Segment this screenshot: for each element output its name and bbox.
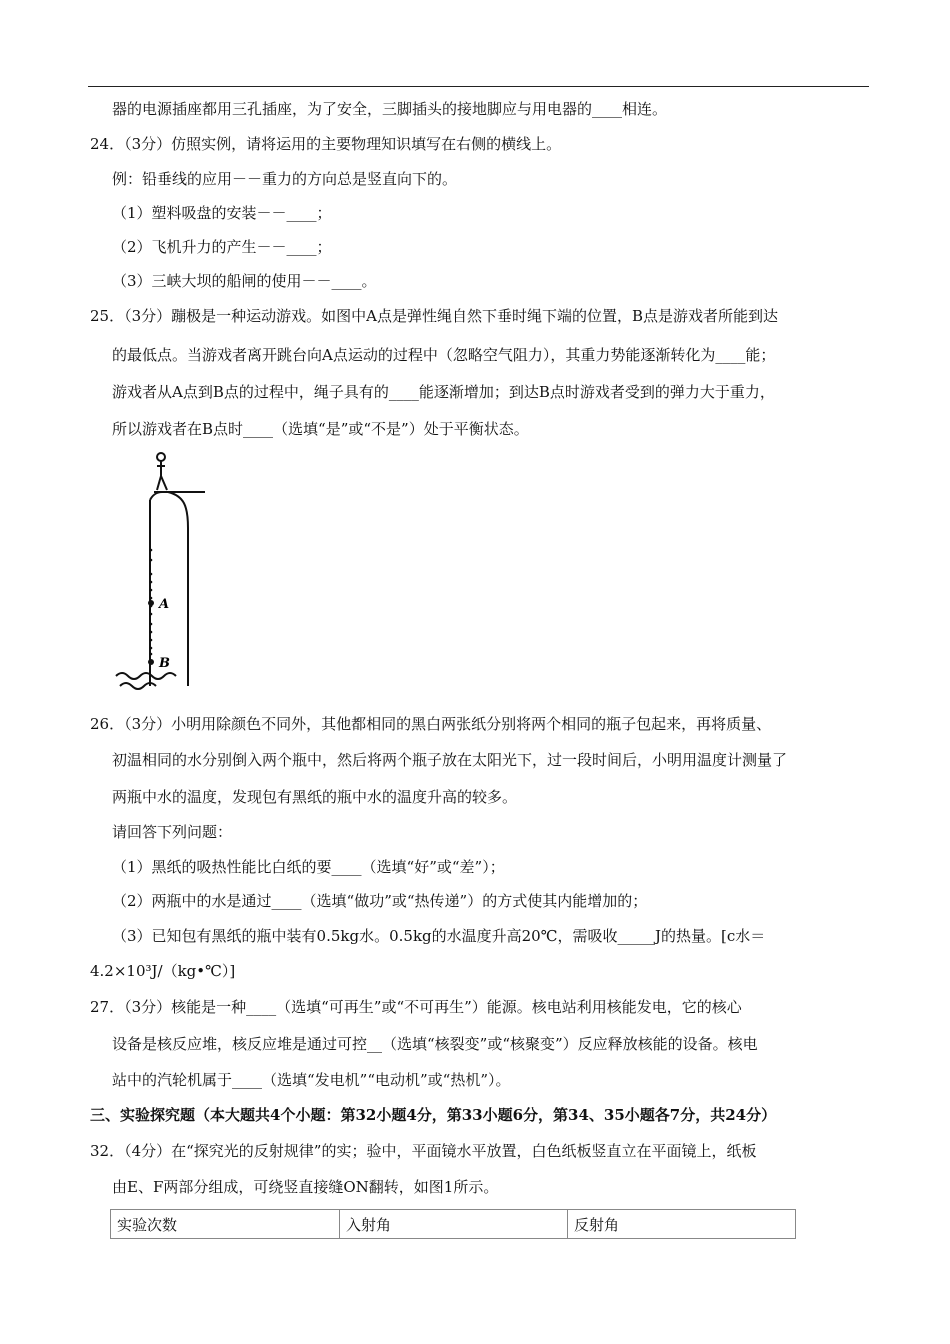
text-line: 游戏者从A点到B点的过程中，绳子具有的____能逐渐增加；到达B点时游戏者受到的弹力大于重力， <box>112 383 775 401</box>
text-line: （1）塑料吸盘的安装－－____； <box>112 204 332 222</box>
text-line: （2）飞机升力的产生－－____； <box>112 238 332 256</box>
point-a-label: A <box>159 597 170 612</box>
text-line: 4.2×10³J/（kg•℃）] <box>90 962 236 980</box>
table-header-cell: 反射角 <box>568 1210 796 1239</box>
section-heading: 三、实验探究题（本大题共4个小题：第32小题4分，第33小题6分，第34、35小题各7分，共24分） <box>90 1106 777 1124</box>
text-line: （3）三峡大坝的船闸的使用－－____。 <box>112 272 377 290</box>
point-a-marker <box>148 600 154 606</box>
table-header-cell: 入射角 <box>340 1210 568 1239</box>
text-line: 站中的汽轮机属于____（选填“发电机”“电动机”或“热机”）。 <box>112 1071 511 1089</box>
text-line: 器的电源插座都用三孔插座，为了安全，三脚插头的接地脚应与用电器的____相连。 <box>112 100 668 118</box>
text-line: 的最低点。当游戏者离开跳台向A点运动的过程中（忽略空气阻力），其重力势能逐渐转化为____能； <box>112 346 776 364</box>
bungee-figure <box>110 448 220 698</box>
text-line: 由E、F两部分组成，可绕竖直接缝ON翻转，如图1所示。 <box>112 1178 499 1196</box>
text-line: （3）已知包有黑纸的瓶中装有0.5kg水。0.5kg的水温度升高20℃，需吸收_____J的热量。[c水＝ <box>112 927 766 945</box>
text-line: 例：铅垂线的应用－－重力的方向总是竖直向下的。 <box>112 170 458 188</box>
point-b-marker <box>148 659 154 665</box>
bungee-diagram <box>110 448 220 698</box>
header-rule <box>88 86 869 87</box>
text-line: 两瓶中水的温度，发现包有黑纸的瓶中水的温度升高的较多。 <box>112 788 518 806</box>
text-line: （1）黑纸的吸热性能比白纸的要____（选填“好”或“差”）； <box>112 858 505 876</box>
text-line: 初温相同的水分别倒入两个瓶中，然后将两个瓶子放在太阳光下，过一段时间后，小明用温度计测量了 <box>112 751 788 769</box>
question-24: 24．（3分）仿照实例，请将运用的主要物理知识填写在右侧的横线上。 <box>90 135 562 153</box>
question-26: 26．（3分）小明用除颜色不同外，其他都相同的黑白两张纸分别将两个相同的瓶子包起来，再将质量、 <box>90 715 772 733</box>
text-line: 所以游戏者在B点时____（选填“是”或“不是”）处于平衡状态。 <box>112 420 529 438</box>
question-27: 27．（3分）核能是一种____（选填“可再生”或“不可再生”）能源。核电站利用核能发电，它的核心 <box>90 998 742 1016</box>
table-header-row <box>111 1210 796 1239</box>
text-line: 请回答下列问题： <box>112 823 233 841</box>
point-b-label: B <box>159 656 170 671</box>
question-25: 25．（3分）蹦极是一种运动游戏。如图中A点是弹性绳自然下垂时绳下端的位置，B点是游戏者所能到达 <box>90 307 778 325</box>
experiment-table <box>110 1209 796 1239</box>
text-line: 设备是核反应堆，核反应堆是通过可控__（选填“核裂变”或“核聚变”）反应释放核能的设备。核电 <box>112 1035 758 1053</box>
question-32: 32．（4分）在“探究光的反射规律”的实；验中，平面镜水平放置，白色纸板竖直立在平面镜上，纸板 <box>90 1142 757 1160</box>
text-line: （2）两瓶中的水是通过____（选填“做功”或“热传递”）的方式使其内能增加的； <box>112 892 648 910</box>
table-header-cell: 实验次数 <box>111 1210 340 1239</box>
